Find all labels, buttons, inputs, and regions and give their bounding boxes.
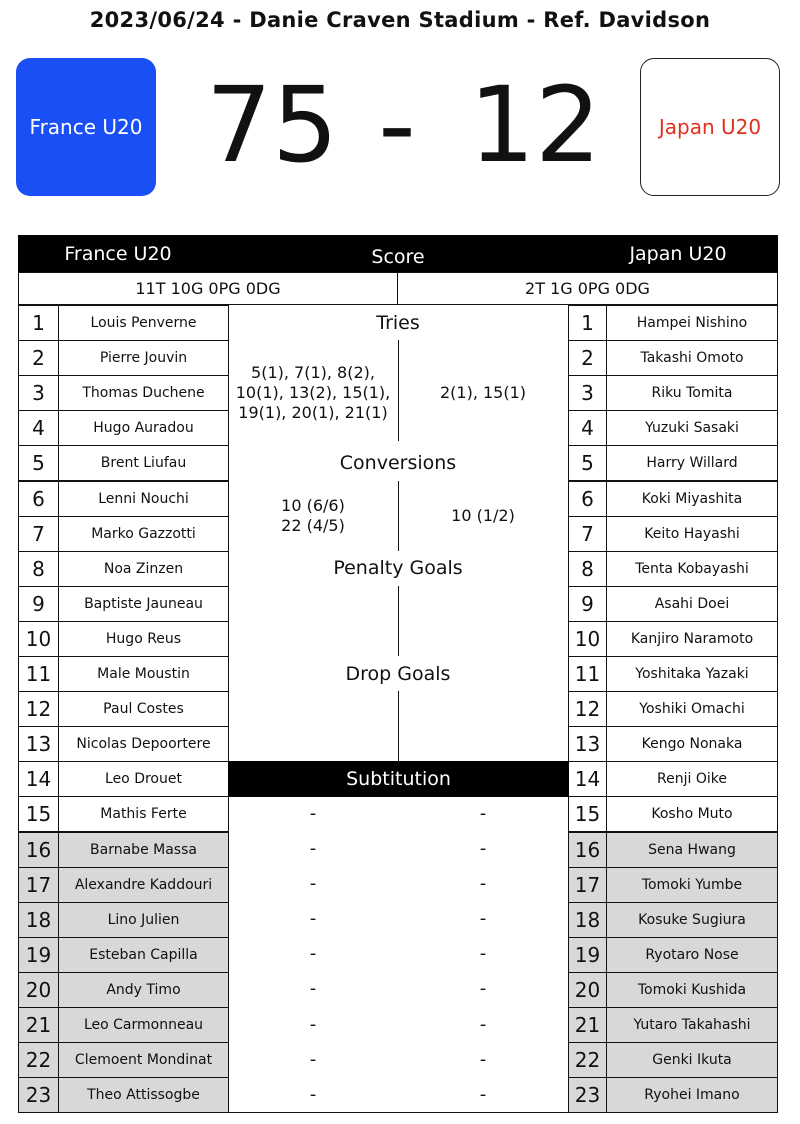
home-jersey-number: 14: [18, 761, 59, 797]
away-player-name: Yutaro Takahashi: [606, 1007, 778, 1043]
away-player-name: Riku Tomita: [606, 375, 778, 411]
away-jersey-number: 19: [568, 937, 607, 973]
away-jersey-number: 9: [568, 586, 607, 622]
away-jersey-number: 22: [568, 1042, 607, 1078]
home-player-name: Marko Gazzotti: [58, 516, 229, 552]
home-jersey-number: 11: [18, 656, 59, 692]
away-jersey-number: 16: [568, 832, 607, 868]
away-substitution-value: -: [479, 802, 487, 824]
home-player-name: Nicolas Depoortere: [58, 726, 229, 762]
away-player-name: Yoshitaka Yazaki: [606, 656, 778, 692]
away-jersey-number: 18: [568, 902, 607, 938]
away-player-name: Ryohei Imano: [606, 1077, 778, 1113]
home-jersey-number: 17: [18, 867, 59, 903]
away-jersey-number: 13: [568, 726, 607, 762]
away-substitution-value: -: [479, 908, 487, 930]
away-substitution-value: -: [479, 1048, 487, 1070]
away-substitution-value: -: [479, 873, 487, 895]
home-player-name: Male Moustin: [58, 656, 229, 692]
home-substitution-value: -: [309, 1083, 317, 1105]
home-tries-value: 5(1), 7(1), 8(2), 10(1), 13(2), 15(1), 19(1), 20(1), 21(1): [235, 362, 391, 422]
home-jersey-number: 6: [18, 481, 59, 517]
home-player-name: Barnabe Massa: [58, 832, 229, 868]
penalty-divider: [398, 586, 399, 656]
away-player-name: Tomoki Kushida: [606, 972, 778, 1008]
away-player-name: Tomoki Yumbe: [606, 867, 778, 903]
score-header: Score: [371, 246, 425, 268]
home-jersey-number: 7: [18, 516, 59, 552]
home-jersey-number: 1: [18, 305, 59, 341]
away-jersey-number: 1: [568, 305, 607, 341]
home-player-name: Leo Drouet: [58, 761, 229, 797]
home-jersey-number: 16: [18, 832, 59, 868]
away-jersey-number: 14: [568, 761, 607, 797]
home-player-name: Mathis Ferte: [58, 796, 229, 832]
away-jersey-number: 20: [568, 972, 607, 1008]
away-jersey-number: 5: [568, 445, 607, 481]
away-player-name: Ryotaro Nose: [606, 937, 778, 973]
away-player-name: Koki Miyashita: [606, 481, 778, 517]
match-info-header: 2023/06/24 - Danie Craven Stadium - Ref. Davidson: [89, 8, 711, 32]
away-substitution-value: -: [479, 1083, 487, 1105]
home-summary: 11T 10G 0PG 0DG: [18, 272, 398, 305]
away-substitution-value: -: [479, 1013, 487, 1035]
away-tries-value: 2(1), 15(1): [439, 382, 527, 402]
home-jersey-number: 9: [18, 586, 59, 622]
home-player-name: Hugo Reus: [58, 621, 229, 657]
away-team-header: Japan U20: [629, 243, 727, 265]
away-player-name: Renji Oike: [606, 761, 778, 797]
home-jersey-number: 18: [18, 902, 59, 938]
away-player-name: Harry Willard: [606, 445, 778, 481]
home-score: 75: [205, 64, 339, 186]
score-separator: -: [378, 64, 416, 186]
home-substitution-value: -: [309, 802, 317, 824]
home-player-name: Andy Timo: [58, 972, 229, 1008]
away-jersey-number: 21: [568, 1007, 607, 1043]
away-jersey-number: 12: [568, 691, 607, 727]
home-player-name: Hugo Auradou: [58, 410, 229, 446]
home-player-name: Lino Julien: [58, 902, 229, 938]
away-player-name: Keito Hayashi: [606, 516, 778, 552]
home-player-name: Theo Attissogbe: [58, 1077, 229, 1113]
away-jersey-number: 8: [568, 551, 607, 587]
away-jersey-number: 11: [568, 656, 607, 692]
away-jersey-number: 3: [568, 375, 607, 411]
away-team-name: Japan U20: [658, 115, 762, 139]
conversions-label: Conversions: [339, 451, 457, 474]
home-player-name: Esteban Capilla: [58, 937, 229, 973]
away-jersey-number: 7: [568, 516, 607, 552]
away-substitution-value: -: [479, 838, 487, 860]
away-summary: 2T 1G 0PG 0DG: [397, 272, 778, 305]
away-player-name: Kosho Muto: [606, 796, 778, 832]
away-player-name: Kosuke Sugiura: [606, 902, 778, 938]
away-player-name: Hampei Nishino: [606, 305, 778, 341]
home-player-name: Paul Costes: [58, 691, 229, 727]
home-player-name: Alexandre Kaddouri: [58, 867, 229, 903]
home-jersey-number: 3: [18, 375, 59, 411]
home-player-name: Clemoent Mondinat: [58, 1042, 229, 1078]
home-substitution-value: -: [309, 1013, 317, 1035]
home-substitution-value: -: [309, 838, 317, 860]
home-team-badge: [16, 58, 156, 196]
home-team-name: France U20: [29, 115, 143, 139]
away-jersey-number: 10: [568, 621, 607, 657]
tries-label: Tries: [376, 311, 420, 334]
home-jersey-number: 5: [18, 445, 59, 481]
home-player-name: Baptiste Jauneau: [58, 586, 229, 622]
home-jersey-number: 22: [18, 1042, 59, 1078]
home-jersey-number: 10: [18, 621, 59, 657]
away-jersey-number: 4: [568, 410, 607, 446]
away-player-name: Tenta Kobayashi: [606, 551, 778, 587]
home-player-name: Pierre Jouvin: [58, 340, 229, 376]
home-jersey-number: 2: [18, 340, 59, 376]
away-score: 12: [468, 64, 602, 186]
drop-goals-label: Drop Goals: [345, 662, 451, 685]
home-substitution-value: -: [309, 943, 317, 965]
penalty-goals-label: Penalty Goals: [333, 557, 463, 580]
away-player-name: Sena Hwang: [606, 832, 778, 868]
away-player-name: Asahi Doei: [606, 586, 778, 622]
away-jersey-number: 2: [568, 340, 607, 376]
away-player-name: Yuzuki Sasaki: [606, 410, 778, 446]
away-player-name: Kengo Nonaka: [606, 726, 778, 762]
away-player-name: Takashi Omoto: [606, 340, 778, 376]
away-jersey-number: 17: [568, 867, 607, 903]
home-jersey-number: 21: [18, 1007, 59, 1043]
substitution-header: Subtitution: [228, 761, 569, 797]
home-conversions-value: 10 (6/6) 22 (4/5): [281, 495, 345, 535]
away-jersey-number: 15: [568, 796, 607, 832]
away-player-name: Genki Ikuta: [606, 1042, 778, 1078]
away-player-name: Yoshiki Omachi: [606, 691, 778, 727]
drop-goals-divider: [398, 691, 399, 761]
home-substitution-value: -: [309, 978, 317, 1000]
home-jersey-number: 23: [18, 1077, 59, 1113]
home-player-name: Brent Liufau: [58, 445, 229, 481]
away-substitution-value: -: [479, 978, 487, 1000]
away-jersey-number: 6: [568, 481, 607, 517]
away-player-name: Kanjiro Naramoto: [606, 621, 778, 657]
home-player-name: Lenni Nouchi: [58, 481, 229, 517]
center-bottom-border: [228, 1112, 568, 1113]
home-player-name: Louis Penverne: [58, 305, 229, 341]
away-substitution-value: -: [479, 943, 487, 965]
home-jersey-number: 8: [18, 551, 59, 587]
home-substitution-value: -: [309, 1048, 317, 1070]
home-jersey-number: 4: [18, 410, 59, 446]
home-jersey-number: 13: [18, 726, 59, 762]
away-team-badge: [640, 58, 780, 196]
home-substitution-value: -: [309, 873, 317, 895]
home-jersey-number: 19: [18, 937, 59, 973]
home-substitution-value: -: [309, 908, 317, 930]
center-right-border: [568, 305, 569, 1112]
away-jersey-number: 23: [568, 1077, 607, 1113]
home-player-name: Noa Zinzen: [58, 551, 229, 587]
home-player-name: Thomas Duchene: [58, 375, 229, 411]
away-conversions-value: 10 (1/2): [451, 505, 515, 525]
home-team-header: France U20: [64, 243, 172, 265]
home-jersey-number: 20: [18, 972, 59, 1008]
home-jersey-number: 12: [18, 691, 59, 727]
home-jersey-number: 15: [18, 796, 59, 832]
home-player-name: Leo Carmonneau: [58, 1007, 229, 1043]
